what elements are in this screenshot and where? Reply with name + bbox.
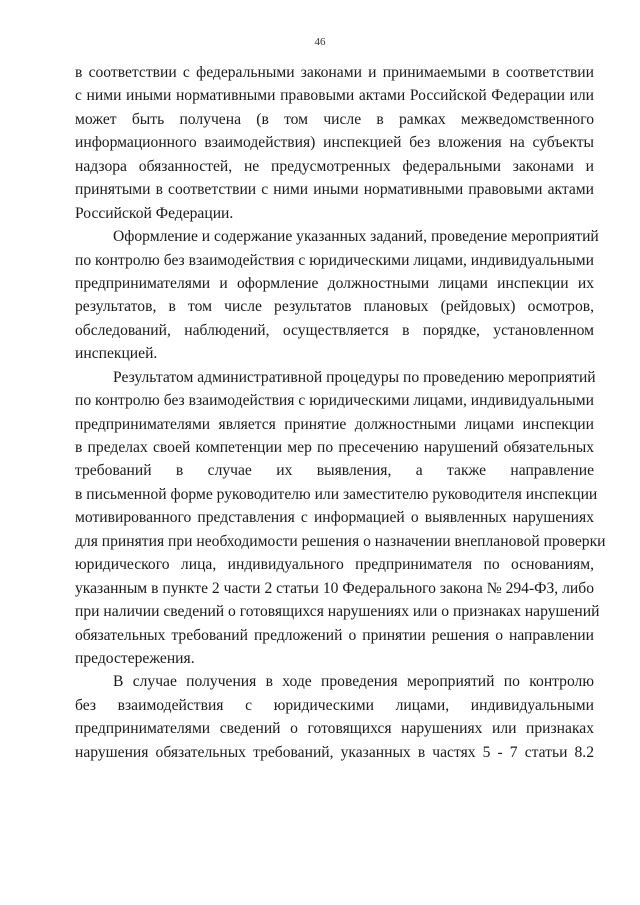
text-line: нарушения обязательных требований, указанных в частях 5 - 7 статьи 8.2: [75, 743, 594, 761]
text-line: Результатом административной процедуры по проведению мероприятий: [113, 368, 596, 386]
text-line: предпринимателями является принятие должностными лицами инспекции: [75, 415, 594, 433]
text-line: предпринимателями сведений о готовящихся нарушениях или признаках: [75, 720, 594, 738]
text-line: в пределах своей компетенции мер по пресечению нарушений обязательных: [75, 439, 594, 456]
text-line: без взаимодействия с юридическими лицами, индивидуальными: [75, 696, 594, 714]
text-line: указанным в пункте 2 части 2 статьи 10 Федерального закона № 294-ФЗ, либо: [75, 579, 594, 597]
text-line: по контролю без взаимодействия с юридическими лицами, индивидуальными: [75, 251, 594, 269]
text-line: при наличии сведений о готовящихся нарушениях или о признаках нарушений: [75, 603, 600, 621]
text-line: В случае получения в ходе проведения мероприятий по контролю: [113, 673, 594, 691]
text-line: обязательных требований предложений о принятии решения о направлении: [75, 626, 594, 644]
text-line: в соответствии с федеральными законами и принимаемыми в соответствии: [75, 64, 594, 81]
page-number: 46: [314, 36, 326, 48]
text-line: юридического лица, индивидуального предпринимателя по основаниям,: [75, 556, 594, 574]
text-line: предостережения.: [75, 649, 195, 667]
text-line: мотивированного представления с информацией о выявленных нарушениях: [75, 509, 594, 527]
text-line: требований в случае их выявления, а также направление: [75, 462, 594, 480]
paragraph: [75, 366, 606, 671]
document-body: [75, 61, 606, 764]
text-line: результатов, в том числе результатов плановых (рейдовых) осмотров,: [75, 298, 594, 316]
paragraph: [75, 225, 599, 366]
paragraph: [75, 61, 594, 225]
text-line: предпринимателями и оформление должностными лицами инспекции их: [75, 274, 594, 292]
text-line: Оформление и содержание указанных заданий, проведение мероприятий: [113, 228, 599, 246]
paragraph: [75, 670, 594, 764]
text-line: в письменной форме руководителю или заместителю руководителя инспекции: [75, 485, 598, 503]
text-line: надзора обязанностей, не предусмотренных федеральными законами и: [75, 157, 594, 175]
text-line: по контролю без взаимодействия с юридическими лицами, индивидуальными: [75, 392, 594, 410]
text-line: Российской Федерации.: [75, 204, 234, 222]
text-line: принятыми в соответствии с ними иными нормативными правовыми актами: [75, 181, 594, 199]
text-line: обследований, наблюдений, осуществляется в порядке, установленном: [75, 321, 594, 339]
text-line: информационного взаимодействия) инспекцией без вложения на субъекты: [75, 134, 594, 152]
text-line: может быть получена (в том числе в рамках межведомственного: [75, 110, 594, 128]
text-line: инспекцией.: [75, 345, 158, 363]
text-line: для принятия при необходимости решения о назначении внеплановой проверки: [75, 532, 606, 550]
text-line: с ними иными нормативными правовыми актами Российской Федерации или: [75, 87, 594, 105]
